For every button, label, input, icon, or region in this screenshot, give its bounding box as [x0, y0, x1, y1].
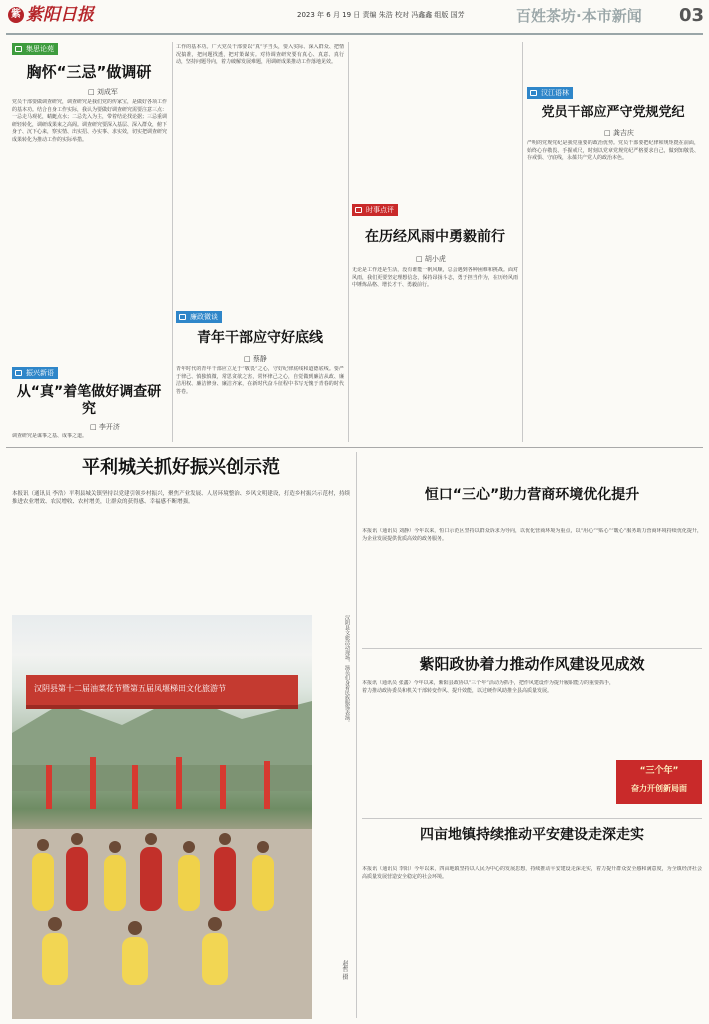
news-photo	[12, 615, 312, 1019]
article-6-title: 党员干部应严守党规党纪	[541, 105, 685, 120]
article-8-title: 恒口“三心”助力营商环境优化提升	[424, 487, 640, 503]
column-rule	[356, 452, 357, 1018]
photo-scene-illustration	[12, 615, 312, 1019]
article-5-body: 无论是工作还是生活，没有谁能一帆风顺，总会遇到各种困难和挑战。面对风雨，我们更要坚定理想信念，保持昂扬斗志，勇于担当作为，在历经风雨中锤炼品格、增长才干、勇毅前行。	[352, 267, 518, 288]
article-10-body: 本报讯（通讯员 李阳）今年以来，四亩地镇坚持以人民为中心的发展思想，持续推动平安建设走深走实，着力提升群众安全感和满意度，为全镇经济社会高质量发展营造安全稳定的社会环境。	[362, 866, 702, 880]
article-2-title: 从“真”着笔做好调查研究	[16, 384, 162, 417]
tag-label: 汉江语林	[541, 89, 569, 97]
tag-icon	[15, 370, 22, 376]
tag-label: 振兴新语	[26, 369, 54, 377]
article-7-body: 本报讯（通讯员 李浩）平利县城关镇坚持以党建引领乡村振兴，聚焦产业发展、人居环境整治、乡风文明建设，打造乡村振兴示范村，持续推进农业增效、农民增收、农村增美，让群众的获得感、幸福感不断增强。	[12, 491, 350, 505]
article-5-body-cont	[527, 44, 699, 80]
masthead	[0, 0, 709, 34]
article-4-byline: □ 蔡静	[244, 355, 267, 363]
article-4-body: 青年时代的青年干部应立足于“敬畏”之心，守好纪律底线和道德底线。要严于律己、慎独慎微，常思贪欲之害，常怀律己之心，自觉做到廉洁从政、廉洁用权、廉洁修身、廉洁齐家，在新时代奋斗征程中书写无愧于青春的时代答卷。	[176, 366, 344, 395]
article-2-body: 调查研究是谋事之基、成事之道。	[12, 433, 88, 439]
tag-icon	[179, 314, 186, 320]
section-rule	[362, 648, 702, 649]
paper-logo	[8, 4, 96, 30]
column-rule	[172, 42, 173, 442]
article-7-title: 平利城关抓好振兴创示范	[82, 457, 280, 478]
article-3-body: 工作的基本功。广大党员干部要以“真”字当头，要入实际、深入群众、把情况搞准，把问题找透，把对策谋实。对待调查研究要有真心、真意、真行动，坚持问题导向，着力破解发展难题，用调研成果推动工作落地见效。	[176, 44, 344, 65]
article-9-title: 紫阳政协着力推动作风建设见成效	[419, 655, 645, 673]
date-line: 2023 年 6 月 19 日 责编 朱浩 校对 冯鑫鑫 组版 国芳	[297, 11, 465, 19]
article-2-byline: □ 李开济	[90, 423, 120, 431]
page-number: 03	[679, 5, 705, 26]
tag-han-jiang-yu-lin	[527, 87, 573, 99]
section-title: 百姓茶坊·本市新闻	[516, 7, 642, 25]
article-8-body: 本报讯（通讯员 刘静）今年以来，恒口示范区坚持以群众诉求为导向，以优化营商环境为重点，以“用心”“贴心”“暖心”服务助力营商环境持续优化提升，为企业发展提供优质高效的政务服务。	[362, 528, 702, 542]
photo-credit: 赵哲 摄	[341, 960, 348, 980]
article-9-body: 本报讯（通讯员 张鑫）今年以来，紫阳县政协以“三个年”活动为抓手，把作风建设作为提升履职能力的重要抓手，着力推动政协委员和机关干部转变作风、提升效能，以过硬作风助推全县高质量发展。	[362, 680, 614, 694]
tag-lian-zheng-wei-tan	[176, 311, 222, 323]
promo-line-2: 奋力开创新局面	[631, 784, 687, 793]
article-6-body: 严明的党规党纪是我党重要的政治优势。党员干部要把纪律和规矩挺在前面，始终心存敬畏、手握戒尺，时刻以党章党规党纪严格要求自己，做到知敬畏、存戒惧、守底线，永葆共产党人的政治本色。	[527, 140, 699, 161]
promo-line-1: “三个年”	[639, 766, 679, 776]
photo-banner-text: 汉阴县第十二届油菜花节暨第五届凤堰梯田文化旅游节	[34, 684, 226, 693]
promo-box	[616, 760, 702, 804]
article-1-title: 胸怀“三忌”做调研	[26, 63, 152, 81]
article-3-body-cont	[352, 44, 518, 194]
article-6-byline: □ 龚吉庆	[604, 129, 634, 137]
article-4-title: 青年干部应守好底线	[197, 330, 323, 346]
column-rule	[522, 42, 523, 442]
article-10-title: 四亩地镇持续推动平安建设走深走实	[420, 827, 644, 843]
tag-icon	[530, 90, 537, 96]
article-1-body: 党员干部要做调查研究，调查研究是我们党的传家宝，是做好各项工作的基本功。结合自身工作实际，我认为要做好调查研究需要注意三点：一忌走马观花，蜻蜓点水；二忌先入为主，带着结论找论据；三忌重调研轻转化，调研成果束之高阁。调查研究要深入基层、深入群众，俯下身子、沉下心来，察实情、出实招、办实事、求实效，切实把调查研究成果转化为推动工作的实际举措。	[12, 99, 167, 143]
section-rule	[6, 447, 703, 448]
article-5-title: 在历经风雨中勇毅前行	[365, 229, 505, 245]
paper-name: 紫阳日报	[26, 5, 94, 25]
tag-ji-si-lun-yuan	[12, 43, 58, 55]
tag-label: 集思论苑	[26, 45, 54, 53]
section-rule	[362, 818, 702, 819]
tag-icon	[15, 46, 22, 52]
article-5-byline: □ 胡小虎	[416, 255, 446, 263]
tag-shi-shi-dian-ping	[352, 204, 398, 216]
tag-icon	[355, 207, 362, 213]
tag-label: 廉政微谈	[190, 313, 218, 321]
logo-seal-icon: 紫	[8, 7, 24, 23]
tag-zhen-xing-xin-yu	[12, 367, 58, 379]
photo-caption: 汉阴县文旅活动现场，演员们身着民族服饰表演。	[344, 615, 350, 725]
tag-label: 时事点评	[366, 206, 394, 214]
masthead-rule	[6, 33, 703, 35]
article-1-byline: □ 刘成军	[88, 88, 118, 96]
column-rule	[348, 42, 349, 442]
